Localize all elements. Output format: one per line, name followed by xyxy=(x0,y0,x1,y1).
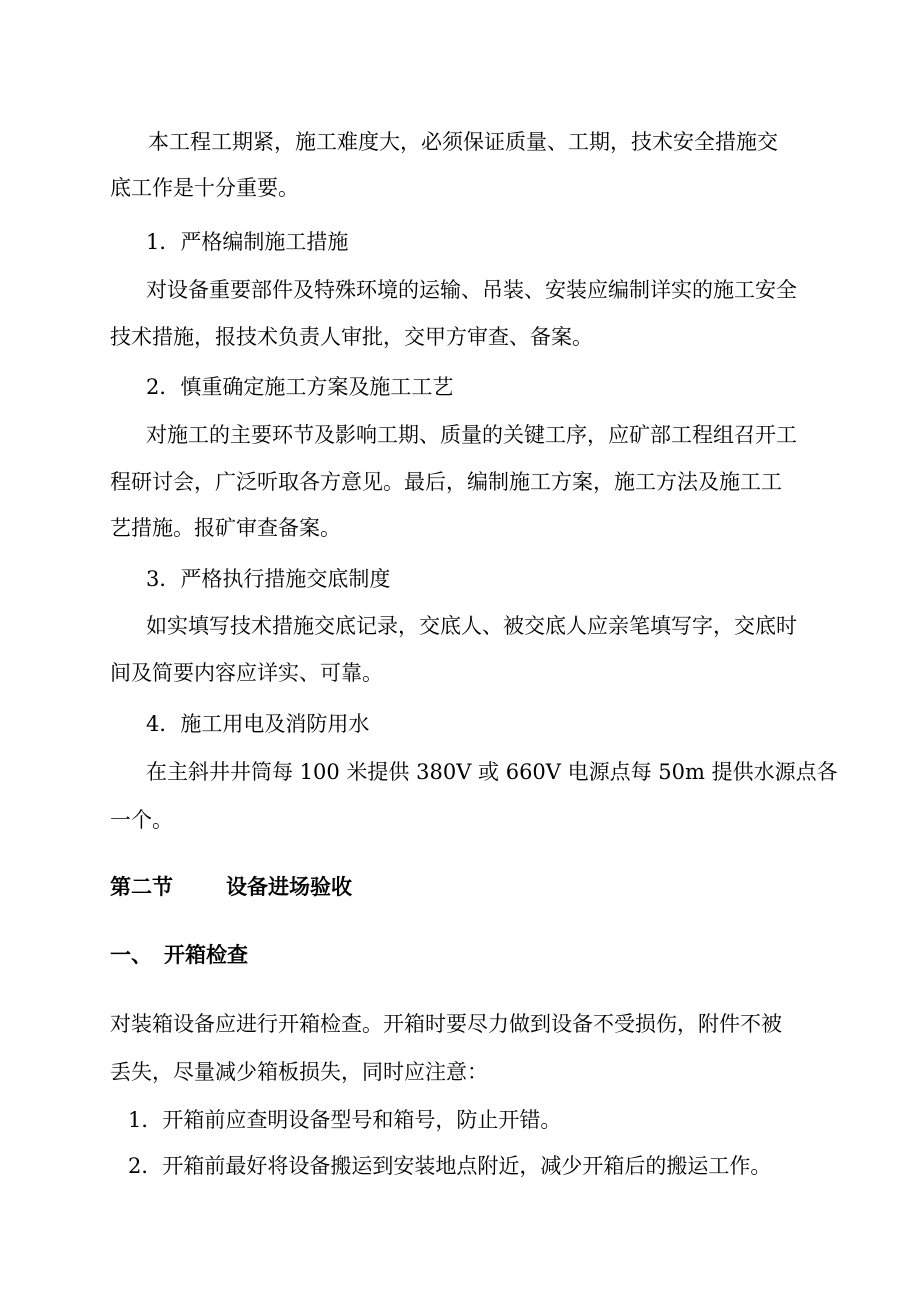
item-1-text-line-1: 对设备重要部件及特殊环境的运输、吊装、安装应编制详实的施工安全 xyxy=(146,278,797,302)
subsection-title: 开箱检查 xyxy=(164,943,248,967)
item-3-text-line-2: 间及简要内容应详实、可靠。 xyxy=(110,661,383,685)
unpacking-paragraph-line-1: 对装箱设备应进行开箱检查。开箱时要尽力做到设备不受损伤，附件不被 xyxy=(110,1012,782,1036)
section-title: 设备进场验收 xyxy=(226,875,352,899)
unpacking-point-1: 1．开箱前应查明设备型号和箱号，防止开错。 xyxy=(128,1108,562,1132)
item-4-text-line-2: 一个。 xyxy=(110,808,173,832)
unpacking-paragraph-line-2: 丢失，尽量减少箱板损失，同时应注意： xyxy=(110,1060,488,1084)
intro-paragraph-line-1: 本工程工期紧，施工难度大，必须保证质量、工期，技术安全措施交 xyxy=(148,130,778,154)
item-2-text-line-3: 艺措施。报矿审查备案。 xyxy=(110,516,341,540)
subsection-number: 一、 xyxy=(110,943,152,967)
item-4-heading: 4．施工用电及消防用水 xyxy=(146,712,370,736)
item-1-text-line-2: 技术措施，报技术负责人审批，交甲方审查、备案。 xyxy=(110,325,593,349)
item-2-text-line-2: 程研讨会，广泛听取各方意见。最后，编制施工方案，施工方法及施工工 xyxy=(110,470,782,494)
item-3-text-line-1: 如实填写技术措施交底记录，交底人、被交底人应亲笔填写字，交底时 xyxy=(146,614,797,638)
item-2-heading: 2．慎重确定施工方案及施工工艺 xyxy=(146,375,454,399)
item-2-text-line-1: 对施工的主要环节及影响工期、质量的关键工序，应矿部工程组召开工 xyxy=(146,423,797,447)
unpacking-point-2: 2．开箱前最好将设备搬运到安装地点附近，减少开箱后的搬运工作。 xyxy=(128,1154,772,1178)
section-number: 第二节 xyxy=(110,875,173,899)
item-4-text-line-1: 在主斜井井筒每 100 米提供 380V 或 660V 电源点每 50m 提供水源点各 xyxy=(146,760,838,784)
intro-paragraph-line-2: 底工作是十分重要。 xyxy=(110,176,299,200)
item-1-heading: 1．严格编制施工措施 xyxy=(146,230,349,254)
item-3-heading: 3．严格执行措施交底制度 xyxy=(146,567,391,591)
